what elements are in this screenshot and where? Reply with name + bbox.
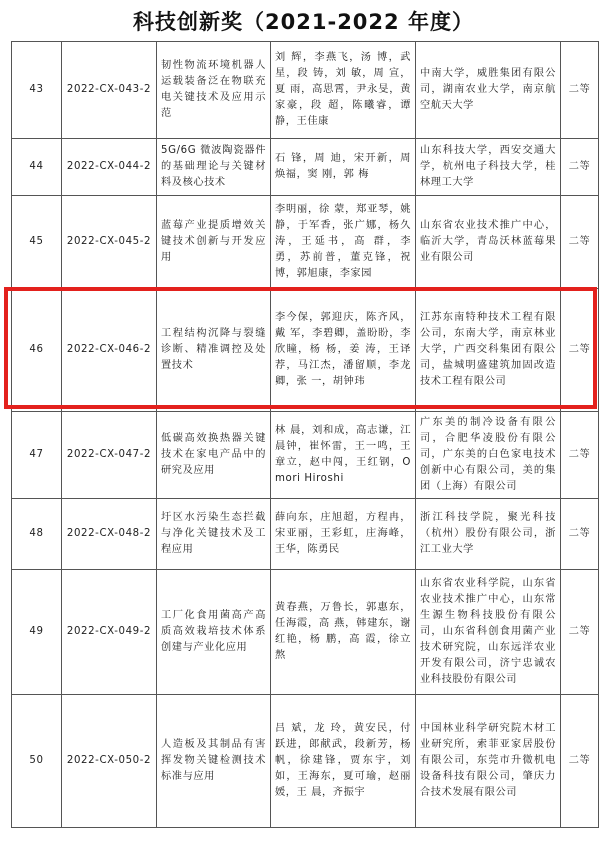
awards-table <box>11 41 599 828</box>
project-members: 薛向东，庄旭超，方程冉，宋亚丽，王彩虹，庄海峰，王华，陈勇民 <box>271 499 416 570</box>
row-index: 46 <box>12 289 62 412</box>
table-row <box>12 695 599 828</box>
award-grade: 二等 <box>561 139 599 196</box>
project-name: 韧性物流环境机器人运载装备泛在物联充电关键技术及应用示范 <box>157 42 271 139</box>
project-name: 工程结构沉降与裂缝诊断、精准调控及处置技术 <box>157 289 271 412</box>
project-units: 江苏东南特种技术工程有限公司，东南大学，南京林业大学，广西交科集团有限公司，盐城明盛建筑加固改造技术工程有限公司 <box>416 289 561 412</box>
project-members: 李明丽，徐 蒙，郑亚琴，姚 静，于军香，张广娜，杨久涛，王延书，高 群，李 勇，苏前普，董克锋，祝 博，郭旭康，李家园 <box>271 196 416 289</box>
project-members: 林 晨，刘和成，高志谦，江晨钟，崔怀雷，王一鸣，王章立，赵中闯，王红钢，Omori Hiroshi <box>271 412 416 499</box>
project-code: 2022-CX-050-2 <box>62 695 157 828</box>
table-row <box>12 499 599 570</box>
award-grade: 二等 <box>561 289 599 412</box>
project-members: 石 锋，周 迪，宋开新，周焕福，窦 刚，郭 梅 <box>271 139 416 196</box>
project-code: 2022-CX-045-2 <box>62 196 157 289</box>
project-name: 5G/6G 微波陶瓷器件的基础理论与关键材料及核心技术 <box>157 139 271 196</box>
table-row <box>12 412 599 499</box>
project-units: 山东科技大学，西安交通大学，杭州电子科技大学，桂林理工大学 <box>416 139 561 196</box>
project-members: 李今保，郭迎庆，陈齐风，戴 军，李碧卿，盖盼盼，李欣瞳，杨 杨，姜 涛，王译荐，马江杰，潘留顺，李龙卿，张 一，胡钟玮 <box>271 289 416 412</box>
project-name: 圩区水污染生态拦截与净化关键技术及工程应用 <box>157 499 271 570</box>
award-grade: 二等 <box>561 196 599 289</box>
project-name: 工厂化食用菌高产高质高效栽培技术体系创建与产业化应用 <box>157 570 271 695</box>
award-grade: 二等 <box>561 412 599 499</box>
project-members: 吕 斌，龙 玲，黄安民，付跃进，郎献武，段新芳，杨 帆，徐建锋，贾东宇，刘 如，王海东，夏可瑜，赵丽媛，王 晨，齐振宇 <box>271 695 416 828</box>
row-index: 48 <box>12 499 62 570</box>
row-index: 43 <box>12 42 62 139</box>
table-row <box>12 139 599 196</box>
project-name: 人造板及其制品有害挥发物关键检测技术标准与应用 <box>157 695 271 828</box>
page-title: 科技创新奖（2021-2022 年度） <box>133 10 474 34</box>
project-code: 2022-CX-044-2 <box>62 139 157 196</box>
row-index: 49 <box>12 570 62 695</box>
project-code: 2022-CX-048-2 <box>62 499 157 570</box>
project-units: 山东省农业科学院，山东省农业技术推广中心，山东常生源生物科技股份有限公司，山东省科创食用菌产业技术研究院，山东远洋农业开发有限公司，济宁忠诚农业科技股份有限公司 <box>416 570 561 695</box>
row-index: 50 <box>12 695 62 828</box>
project-code: 2022-CX-046-2 <box>62 289 157 412</box>
project-members: 黄春燕，万鲁长，郭惠东，任海霞，高 燕，韩建东，谢红艳，杨 鹏，高 霞，徐立熬 <box>271 570 416 695</box>
award-grade: 二等 <box>561 695 599 828</box>
project-name: 蓝莓产业提质增效关键技术创新与开发应用 <box>157 196 271 289</box>
row-index: 47 <box>12 412 62 499</box>
table-row <box>12 196 599 289</box>
award-grade: 二等 <box>561 499 599 570</box>
project-code: 2022-CX-049-2 <box>62 570 157 695</box>
award-grade: 二等 <box>561 42 599 139</box>
row-index: 45 <box>12 196 62 289</box>
table-row <box>12 42 599 139</box>
project-units: 山东省农业技术推广中心，临沂大学，青岛沃林蓝莓果业有限公司 <box>416 196 561 289</box>
project-code: 2022-CX-043-2 <box>62 42 157 139</box>
project-members: 刘 辉，李燕飞，汤 博，武 星，段 铸，刘 敏，周 宣，夏 雨，高思霄，尹永旻，黄家豪，段 超，陈曦睿，谭 静，王佳康 <box>271 42 416 139</box>
table-row <box>12 289 599 412</box>
row-index: 44 <box>12 139 62 196</box>
project-units: 广东美的制冷设备有限公司，合肥华凌股份有限公司，广东美的白色家电技术创新中心有限公司，美的集团（上海）有限公司 <box>416 412 561 499</box>
project-units: 中南大学，威胜集团有限公司，湖南农业大学，南京航空航天大学 <box>416 42 561 139</box>
project-units: 中国林业科学研究院木材工业研究所，索菲亚家居股份有限公司，东莞市升微机电设备科技有限公司，肇庆力合技术发展有限公司 <box>416 695 561 828</box>
award-grade: 二等 <box>561 570 599 695</box>
project-units: 浙江科技学院，聚光科技（杭州）股份有限公司，浙江工业大学 <box>416 499 561 570</box>
table-row <box>12 570 599 695</box>
project-code: 2022-CX-047-2 <box>62 412 157 499</box>
project-name: 低碳高效换热器关键技术在家电产品中的研究及应用 <box>157 412 271 499</box>
